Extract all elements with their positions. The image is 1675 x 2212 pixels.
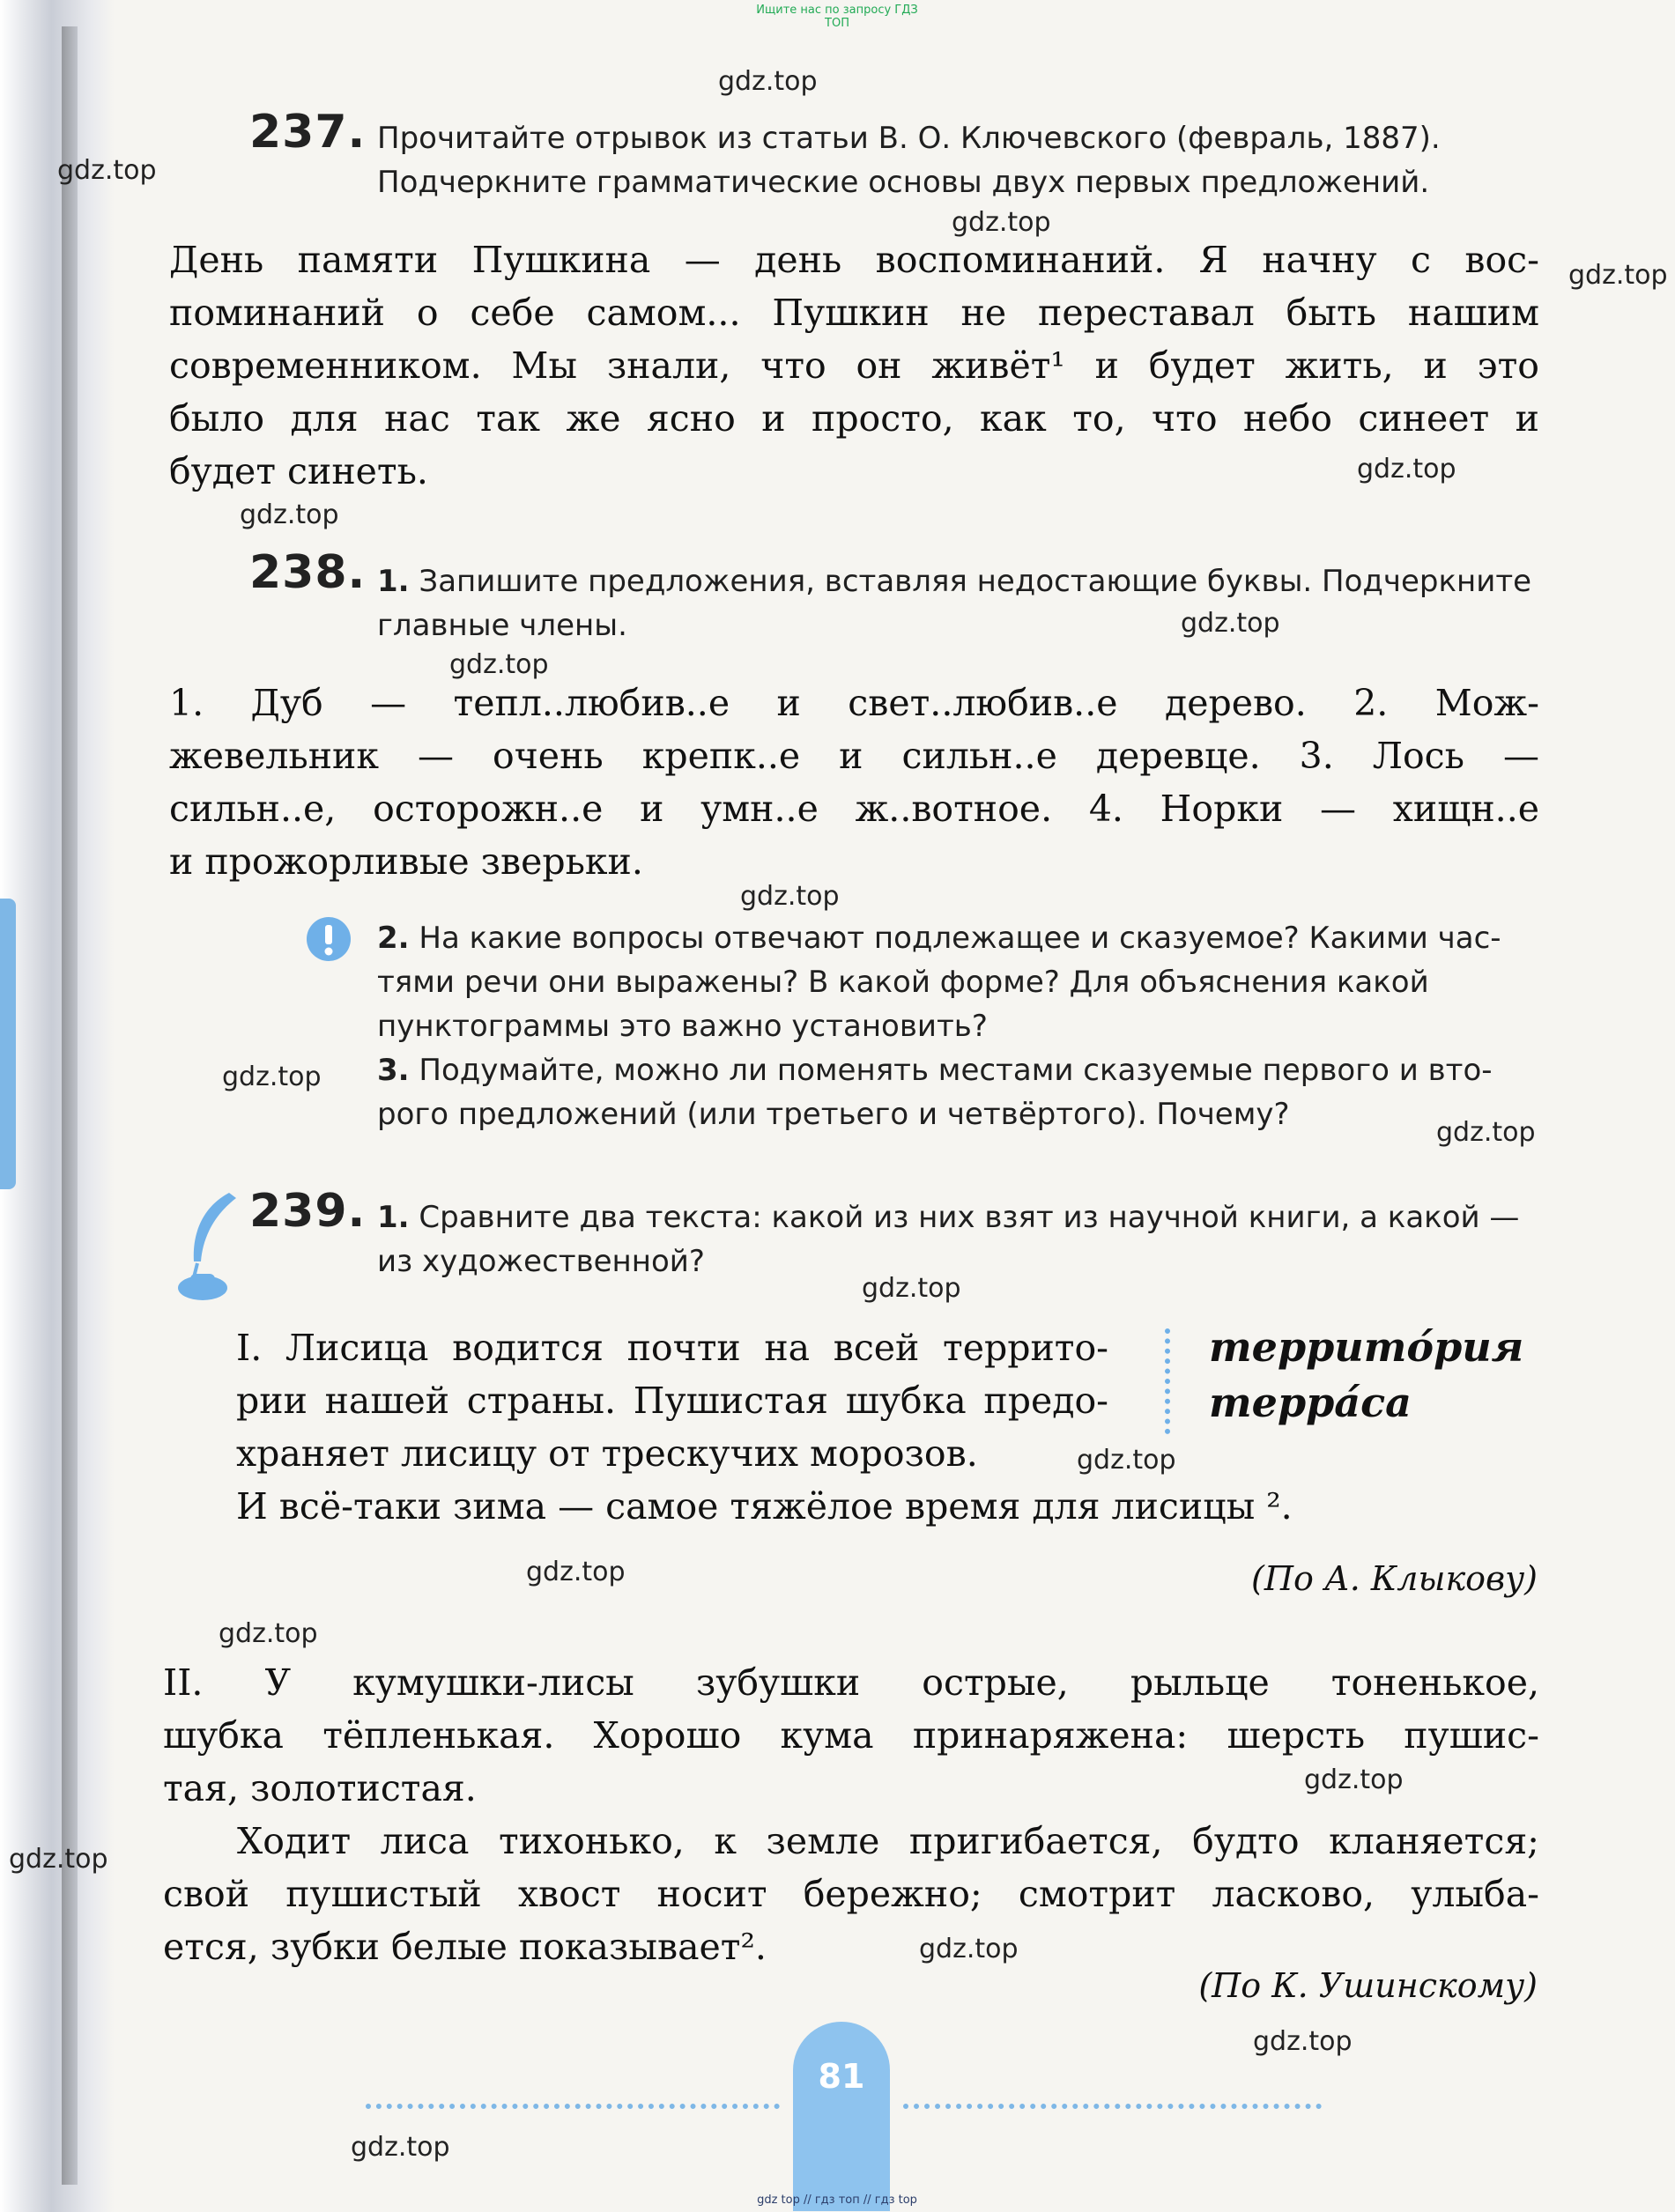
text-line: будет синеть.	[169, 450, 428, 492]
footer-dotted-line-right	[903, 2104, 1322, 2109]
exercise-238-number: 238.	[249, 546, 367, 599]
text-line: поминаний о себе самом... Пушкин не переставал быть нашим	[169, 292, 1539, 334]
task-line: тями речи они выражены? В какой форме? Для объяснения какой	[377, 965, 1429, 1000]
exercise-237-number: 237.	[249, 106, 367, 159]
task-number: 2.	[377, 921, 410, 956]
exercise-238-task-1	[377, 559, 1540, 647]
exercise-238-text	[169, 677, 1539, 888]
vocab-word-2: терра́са	[1209, 1379, 1412, 1426]
side-tab	[0, 899, 16, 1189]
task-line: из художественной?	[377, 1244, 705, 1279]
exclamation-icon	[304, 914, 353, 964]
watermark: gdz.top	[240, 499, 339, 530]
watermark: gdz.top	[9, 1844, 108, 1875]
task-number: 3.	[377, 1053, 410, 1088]
exercise-239-task-1	[377, 1195, 1540, 1284]
text-line: сильн..е, осторожн..е и умн..е ж..вотное. 4. Норки — хищн..е	[169, 788, 1539, 830]
task-line: главные члены.	[377, 608, 627, 643]
watermark: gdz.top	[952, 207, 1051, 238]
vocab-divider	[1165, 1328, 1170, 1434]
exercise-239-text-1	[236, 1321, 1108, 1480]
exercise-237-text	[169, 233, 1539, 498]
text-line: II. У кумушки-лисы зубушки острые, рыльце тоненькое,	[163, 1661, 1539, 1704]
task-number: 1.	[377, 1200, 410, 1235]
quill-inkwell-icon	[167, 1189, 247, 1313]
watermark: gdz.top	[740, 881, 840, 912]
watermark: gdz.top	[1181, 608, 1280, 639]
task-line: пунктограммы это важно установить?	[377, 1009, 988, 1044]
watermark: gdz.top	[526, 1557, 626, 1587]
source-1: (По А. Клыкову)	[1251, 1559, 1538, 1598]
exercise-239-text-1-end: И всё-таки зима — самое тяжёлое время для лисицы ².	[236, 1485, 1293, 1528]
page-binding-shadow	[0, 0, 115, 2212]
vocab-word-1: террито́рия	[1209, 1323, 1524, 1371]
task-line: На какие вопросы отвечают подлежащее и сказуемое? Какими час-	[419, 921, 1501, 956]
task-line: Сравните два текста: какой из них взят из научной книги, а какой —	[419, 1200, 1520, 1235]
watermark: gdz.top	[222, 1062, 322, 1092]
watermark: gdz.top	[862, 1273, 961, 1304]
text-line: тая, золотистая.	[163, 1767, 477, 1809]
watermark: gdz.top	[57, 155, 157, 186]
exercise-239-number: 239.	[249, 1185, 367, 1238]
watermark: gdz.top	[1253, 2026, 1353, 2057]
watermark: gdz.top	[1436, 1117, 1536, 1148]
bottom-note: gdz top // гдз топ // гдз top	[757, 2194, 917, 2207]
footer-dotted-line-left	[366, 2104, 780, 2109]
text-line: шубка тёпленькая. Хорошо кума принаряжена: шерсть пушис-	[163, 1714, 1539, 1757]
text-line: День памяти Пушкина — день воспоминаний. Я начну с вос-	[169, 239, 1539, 281]
watermark: gdz.top	[919, 1934, 1019, 1964]
page-number-badge	[793, 2022, 890, 2211]
exercise-238-task-2	[377, 916, 1540, 1136]
text-line: современником. Мы знали, что он живёт¹ и будет жить, и это	[169, 344, 1539, 387]
task-line: Прочитайте отрывок из статьи В. О. Ключевского (февраль, 1887).	[377, 121, 1441, 156]
watermark: gdz.top	[1357, 454, 1456, 485]
watermark: gdz.top	[1304, 1764, 1404, 1795]
text-line: свой пушистый хвост носит бережно; смотрит ласково, улыба-	[163, 1873, 1539, 1915]
watermark: gdz.top	[351, 2132, 450, 2163]
task-line: рого предложений (или третьего и четвёртого). Почему?	[377, 1097, 1290, 1132]
watermark: gdz.top	[1077, 1445, 1176, 1476]
watermark: gdz.top	[718, 66, 818, 97]
text-line: ется, зубки белые показывает².	[163, 1926, 767, 1968]
exercise-237-task	[377, 116, 1540, 204]
task-line: Запишите предложения, вставляя недостающие буквы. Подчеркните	[419, 564, 1532, 599]
watermark: gdz.top	[449, 649, 549, 680]
text-line: было для нас так же ясно и просто, как то, что небо синеет и	[169, 397, 1539, 440]
text-line: рии нашей страны. Пушистая шубка предо-	[236, 1380, 1108, 1422]
watermark: gdz.top	[1568, 260, 1668, 291]
task-line: Подчеркните грамматические основы двух первых предложений.	[377, 165, 1430, 200]
page-number: 81	[818, 2057, 865, 2096]
source-2: (По К. Ушинскому)	[1198, 1966, 1538, 2005]
text-line: храняет лисицу от трескучих морозов.	[236, 1432, 978, 1475]
task-line: Подумайте, можно ли поменять местами сказуемые первого и вто-	[419, 1053, 1493, 1088]
task-number: 1.	[377, 564, 410, 599]
text-line: и прожорливые зверьки.	[169, 840, 643, 883]
exercise-239-text-3	[163, 1815, 1539, 1973]
text-line: Ходит лиса тихонько, к земле пригибается, будто кланяется;	[237, 1820, 1539, 1862]
watermark: gdz.top	[219, 1618, 318, 1649]
text-line: жевельник — очень крепк..е и сильн..е деревце. 3. Лось —	[169, 735, 1539, 777]
top-note: Ищите нас по запросу ГДЗ ТОП	[756, 4, 918, 30]
text-line: 1. Дуб — тепл..любив..е и свет..любив..е дерево. 2. Мож-	[169, 682, 1539, 724]
text-line: I. Лисица водится почти на всей террито-	[236, 1327, 1108, 1369]
